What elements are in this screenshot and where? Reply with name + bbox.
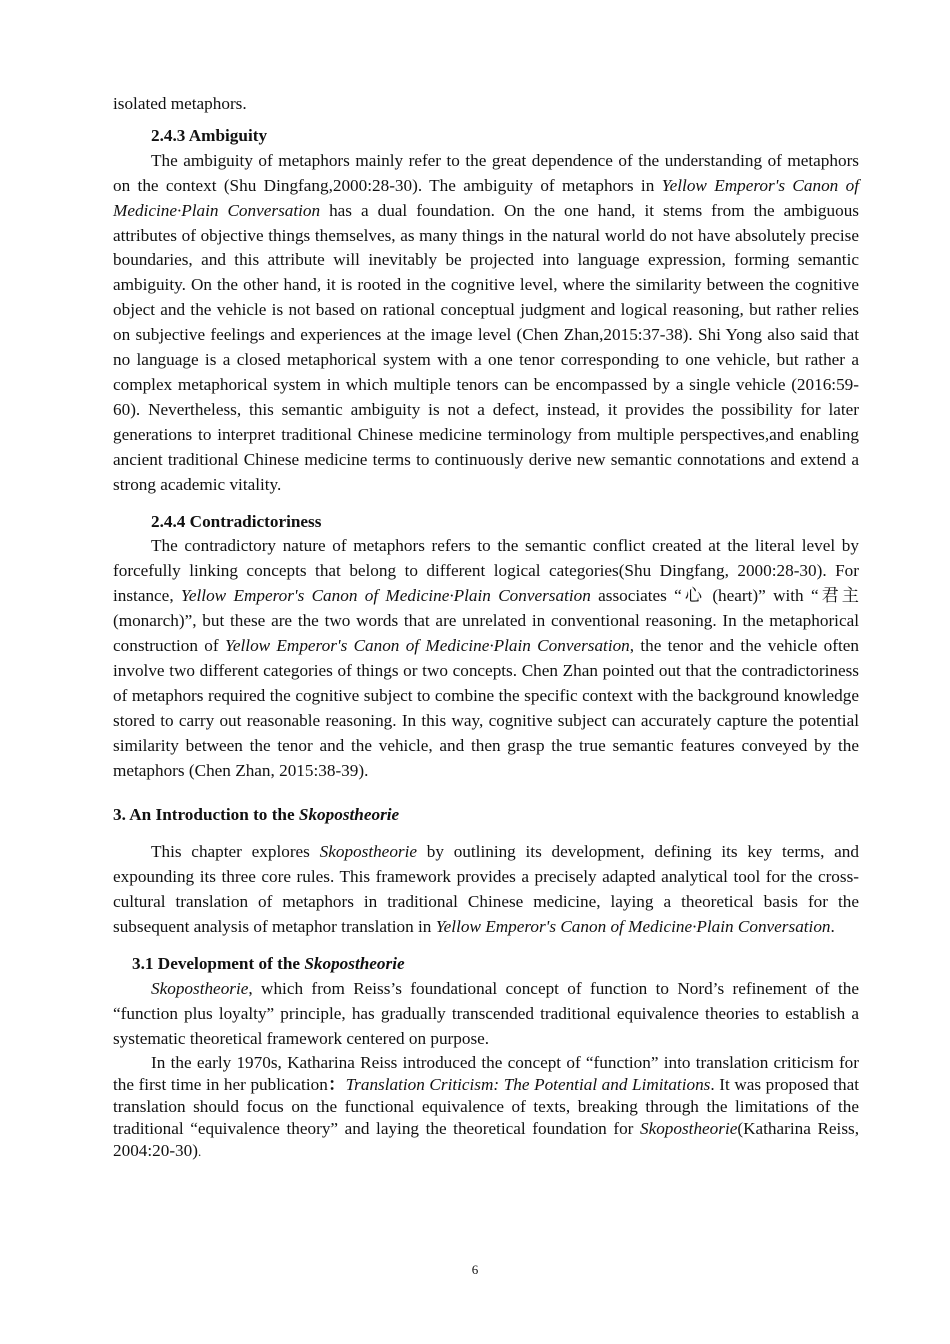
book-title: Translation Criticism: The Potential and Limitations (345, 1074, 711, 1094)
page-number: 6 (471, 1262, 479, 1277)
paragraph-contradictoriness (113, 534, 859, 783)
term: Skopostheorie (319, 842, 418, 862)
paragraph-development-1 (113, 977, 859, 1052)
heading-text: 3.1 Development of the (132, 954, 305, 973)
heading-term: Skopostheorie (304, 954, 405, 973)
heading-text: 3. An Introduction to the (113, 805, 299, 825)
heading-3-1 (113, 952, 859, 977)
text-run: (Katharina Reiss, 2004:20-30) (113, 1118, 859, 1160)
book-title: Yellow Emperor's Canon of Medicine·Plain Conversation (224, 636, 630, 656)
heading-term: Skopostheorie (298, 805, 400, 825)
book-title: Yellow Emperor's Canon of Medicine·Plain Conversation (435, 917, 831, 937)
text-run: associates “心 (heart)” with “君主 (monarch)”, but these are the two words that are unrelated in conventional reasoning. In the metaphorical construction of (113, 586, 859, 656)
text-run: In the early 1970s, Katharina Reiss introduced the concept of “function” into translation criticism for the first time in her publication (113, 1052, 859, 1094)
term: Skopostheorie (639, 1118, 738, 1138)
heading-section-3 (113, 803, 859, 828)
paragraph-continued: isolated metaphors. (113, 94, 247, 113)
book-title: Yellow Emperor's Canon of Medicine·Plain Conversation (113, 175, 859, 220)
text-run: This chapter explores (151, 842, 320, 862)
page-body (113, 92, 859, 1163)
paragraph-ambiguity (113, 149, 859, 498)
text-run: . (197, 1143, 202, 1159)
heading-2-4-3: 2.4.3 Ambiguity (151, 125, 268, 145)
text-run: . It was proposed that translation should focus on the functional equivalence of texts, breaking through the limitations of the traditional “equivalence theory” and laying the theoretical foundation for (113, 1074, 859, 1138)
text-run: The contradictory nature of metaphors refers to the semantic conflict created at the literal level by forcefully linking concepts that belong to different logical categories(Shu Dingfang, 2000:28-30). For instance, (113, 536, 859, 606)
book-title: Yellow Emperor's Canon of Medicine·Plain Conversation (180, 586, 591, 606)
heading-2-4-4: 2.4.4 Contradictoriness (151, 511, 322, 531)
text-run: . (830, 917, 835, 937)
text-run: by outlining its development, defining its key terms, and expounding its three core rules. This framework provides a precisely adapted analytical tool for the cross-cultural translation of metaphors in traditional Chinese medicine, laying a theoretical basis for the subsequent analysis of metaphor translation in (113, 842, 859, 937)
term: Skopostheorie (151, 978, 249, 998)
text-run: , which from Reiss’s foundational concept of function to Nord’s refinement of the “function plus loyalty” principle, has gradually transcended traditional equivalence theories to establish a systematic theoretical framework centered on purpose. (113, 978, 859, 1048)
text-run: has a dual foundation. On the one hand, it stems from the ambiguous attributes of objective things themselves, as many things in the natural world do not have absolutely precise boundaries, and this attribute will inevitably be projected into language expression, forming semantic ambiguity. On the other hand, it is rooted in the cognitive level, where the similarity between the cognitive object and the vehicle is not based on rational conceptual judgment and logical reasoning, but rather relies on subjective feelings and experiences at the image level (Chen Zhan,2015:37-38). Shi Yong also said that no language is a closed metaphorical system with a one tenor corresponding to one vehicle, but rather a complex metaphorical system in which multiple tenors can be encompassed by a single vehicle (2016:59-60). Nevertheless, this semantic ambiguity is not a defect, instead, it provides the possibility for later generations to interpret traditional Chinese medicine terminology from multiple perspectives,and enabling ancient traditional Chinese medicine terms to continuously derive new semantic connotations and extend a strong academic vitality. (113, 200, 859, 494)
text-run: The ambiguity of metaphors mainly refer to the great dependence of the understanding of metaphors on the context (Shu Dingfang,2000:28-30). The ambiguity of metaphors in (113, 150, 859, 195)
paragraph-development-2 (113, 1052, 859, 1163)
text-run: , the tenor and the vehicle often involve two different categories of things or two concepts. Chen Zhan pointed out that the contradictoriness of metaphors required the cognitive subject to combine the specific context with the background knowledge stored to carry out reasonable reasoning. In this way, cognitive subject can accurately capture the potential similarity between the tenor and the vehicle, and then grasp the true semantic features conveyed by the metaphors (Chen Zhan, 2015:38-39). (113, 636, 859, 780)
paragraph-chapter-intro (113, 840, 859, 940)
fullwidth-colon: ： (327, 1074, 346, 1094)
